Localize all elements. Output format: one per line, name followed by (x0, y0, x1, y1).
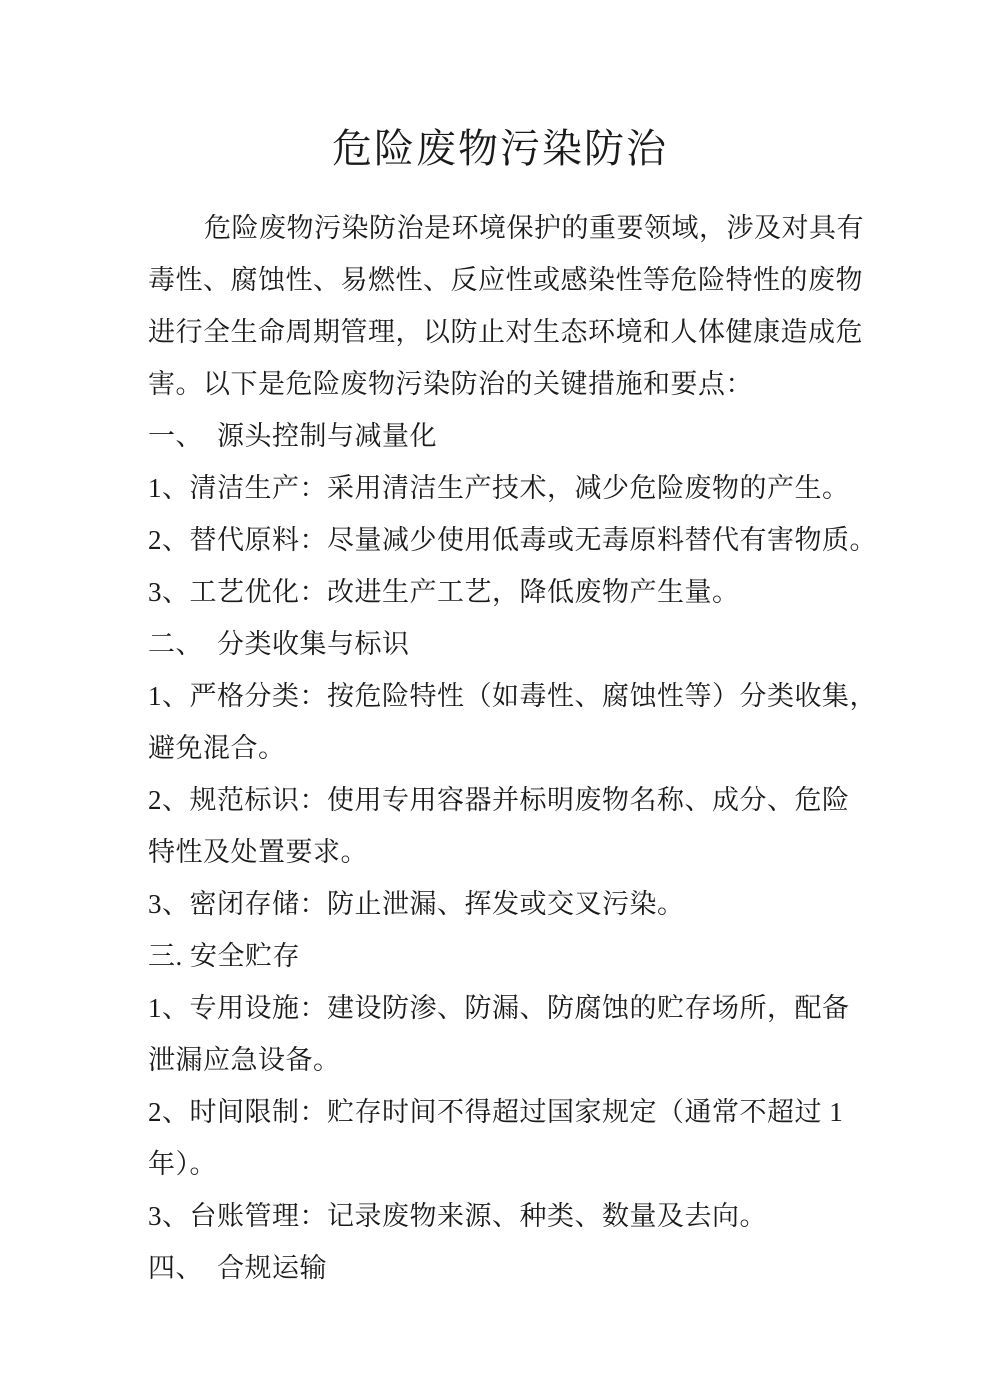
list-item: 2、时间限制：贮存时间不得超过国家规定（通常不超过 1 (148, 1097, 844, 1127)
list-item-continuation: 特性及处置要求。 (148, 837, 368, 867)
list-item-continuation: 避免混合。 (148, 733, 286, 763)
list-item-continuation: 年）。 (148, 1149, 217, 1179)
list-item: 3、工艺优化：改进生产工艺，降低废物产生量。 (148, 577, 740, 607)
list-item: 3、密闭存储：防止泄漏、挥发或交叉污染。 (148, 889, 685, 919)
list-item: 2、替代原料：尽量减少使用低毒或无毒原料替代有害物质。 (148, 525, 877, 555)
document-body (0, 202, 1000, 1294)
list-item: 2、规范标识：使用专用容器并标明废物名称、成分、危险 (148, 785, 850, 815)
paragraph-line: 危险废物污染防治是环境保护的重要领域，涉及对具有 (204, 213, 864, 243)
paragraph-line: 毒性、腐蚀性、易燃性、反应性或感染性等危险特性的废物 (148, 265, 863, 295)
list-item: 1、专用设施：建设防渗、防漏、防腐蚀的贮存场所，配备 (148, 993, 850, 1023)
list-item: 3、台账管理：记录废物来源、种类、数量及去向。 (148, 1201, 767, 1231)
list-item-continuation: 泄漏应急设备。 (148, 1045, 341, 1075)
document-title: 危险废物污染防治 (332, 126, 668, 171)
section-heading-1: 一、 源头控制与减量化 (148, 421, 437, 451)
section-heading-4: 四、 合规运输 (148, 1253, 327, 1283)
paragraph-line: 进行全生命周期管理，以防止对生态环境和人体健康造成危 (148, 317, 863, 347)
section-heading-3: 三. 安全贮存 (148, 941, 300, 971)
section-heading-2: 二、 分类收集与标识 (148, 629, 410, 659)
list-item: 1、清洁生产：采用清洁生产技术，减少危险废物的产生。 (148, 473, 850, 503)
list-item: 1、严格分类：按危险特性（如毒性、腐蚀性等）分类收集， (148, 681, 877, 711)
paragraph-line: 害。以下是危险废物污染防治的关键措施和要点： (148, 369, 753, 399)
